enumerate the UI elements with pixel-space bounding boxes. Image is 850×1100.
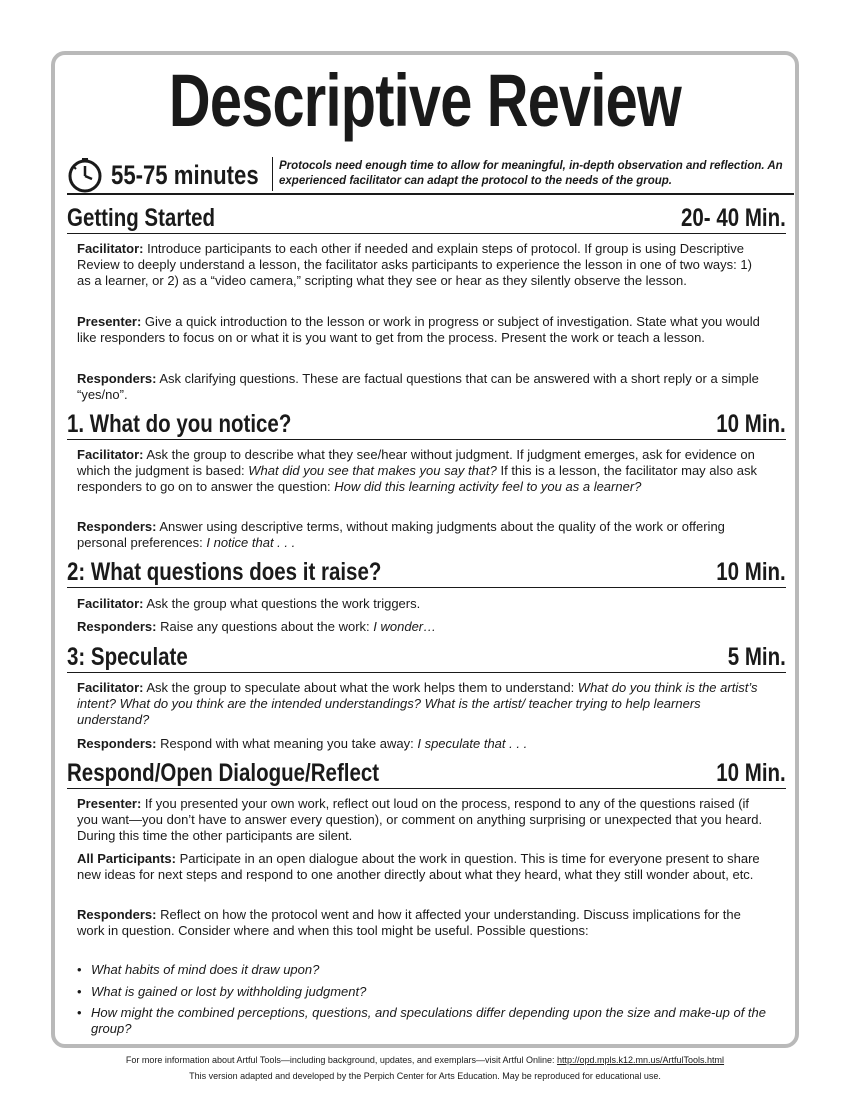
paragraph-responders <box>77 519 767 551</box>
role-label: Responders: <box>77 907 157 922</box>
bullet-glyph: • <box>77 1005 82 1020</box>
role-label: All Participants: <box>77 851 176 866</box>
role-label: Responders: <box>77 736 157 751</box>
bullet-glyph: • <box>77 962 82 977</box>
list-item <box>77 1005 767 1037</box>
paragraph-responders <box>77 736 767 752</box>
section-title: 1. What do you notice? <box>67 410 292 438</box>
role-label: Presenter: <box>77 796 142 811</box>
section-header-reflect <box>67 758 786 789</box>
section-header-notice <box>67 409 786 440</box>
footer-text: For more information about Artful Tools—including background, updates, and exemplars—visit Artful Online: <box>125 1055 557 1065</box>
paragraph-text: Give a quick introduction to the lesson or work in progress or subject of investigation. State what you would like responders to focus on or what it is you want to get from the process. Present the work or teach a lesson. <box>77 314 760 345</box>
footer-line-2: This version adapted and developed by the Perpich Center for Arts Education. May be reproduced for educational use. <box>189 1071 661 1081</box>
paragraph-facilitator <box>77 596 767 612</box>
paragraph-presenter <box>77 796 767 844</box>
paragraph-text: Introduce participants to each other if needed and explain steps of protocol. If group is using Descriptive Review to deeply understand a lesson, the facilitator asks participants to experience the lesson in one of two ways: 1) as a learner, or 2) as a “video camera,” scripting what they see or hear as they silently observe the lesson. <box>77 241 752 288</box>
role-label: Presenter: <box>77 314 142 329</box>
duration-label: 55-75 minutes <box>111 160 259 190</box>
section-time: 10 Min. <box>716 558 786 586</box>
section-time: 10 Min. <box>716 410 786 438</box>
role-label: Facilitator: <box>77 241 144 256</box>
role-label: Responders: <box>77 619 157 634</box>
section-title: 2: What questions does it raise? <box>67 558 382 586</box>
role-label: Facilitator: <box>77 680 144 695</box>
paragraph-text: Ask clarifying questions. These are factual questions that can be answered with a short reply or a simple “yes/no”. <box>77 371 759 402</box>
duration-row <box>67 155 794 195</box>
paragraph-facilitator <box>77 447 767 495</box>
section-title: Respond/Open Dialogue/Reflect <box>67 759 380 787</box>
paragraph-responders <box>77 907 767 939</box>
bullet-text: How might the combined perceptions, questions, and speculations differ depending upon the size and make-up of the group? <box>91 1005 766 1036</box>
paragraph-text: Reflect on how the protocol went and how it affected your understanding. Discuss implications for the work in question. Consider where and when this tool might be useful. Possible questions: <box>77 907 741 938</box>
footer-line-1 <box>0 1054 850 1066</box>
paragraph-responders <box>77 371 767 403</box>
paragraph-text: Answer using descriptive terms, without making judgments about the quality of the work or offering personal preferences: <box>77 519 725 550</box>
paragraph-text: Ask the group to speculate about what the work helps them to understand: <box>143 680 578 695</box>
paragraph-facilitator <box>77 241 767 289</box>
section-time: 10 Min. <box>716 759 786 787</box>
role-label: Facilitator: <box>77 447 144 462</box>
paragraph-italic: What did you see that makes you say that? <box>248 463 497 478</box>
clock-icon <box>67 157 103 193</box>
role-label: Responders: <box>77 371 157 386</box>
paragraph-italic: I notice that . . . <box>206 535 296 550</box>
duration-divider <box>272 157 273 191</box>
paragraph-text: Ask the group what questions the work triggers. <box>143 596 421 611</box>
bullet-text: What habits of mind does it draw upon? <box>91 962 320 977</box>
section-header-speculate <box>67 642 786 673</box>
paragraph-italic: How did this learning activity feel to you as a learner? <box>334 479 642 494</box>
paragraph-text: Participate in an open dialogue about the work in question. This is time for everyone present to share new ideas for next steps and respond to one another directly about what they heard, what they still wonder about, etc. <box>77 851 760 882</box>
section-title: Getting Started <box>67 204 216 232</box>
section-time: 20- 40 Min. <box>681 204 786 232</box>
section-title: 3: Speculate <box>67 643 188 671</box>
section-time: 5 Min. <box>727 643 786 671</box>
paragraph-text: If this is a lesson, the facilitator may also ask responders to go on to answer the question: <box>77 463 757 494</box>
paragraph-text: Ask the group to describe what they see/hear without judgment. If judgment emerges, ask for evidence on which the judgment is based: <box>77 447 755 478</box>
paragraph-text: Raise any questions about the work: <box>156 619 374 634</box>
paragraph-all-participants <box>77 851 767 883</box>
paragraph-italic: I speculate that . . . <box>417 736 528 751</box>
bullet-glyph: • <box>77 984 82 999</box>
page-title: Descriptive Review <box>168 59 682 142</box>
paragraph-text: If you presented your own work, reflect out loud on the process, respond to any of the questions raised (if you want—you don’t have to answer every question), or comment on anything surprising or unexpected that you heard. During this time the other participants are silent. <box>77 796 763 843</box>
list-item <box>77 984 767 1000</box>
paragraph-italic: I wonder… <box>373 619 437 634</box>
role-label: Facilitator: <box>77 596 144 611</box>
section-header-getting-started <box>67 203 786 234</box>
footer-link[interactable]: http://opd.mpls.k12.mn.us/ArtfulTools.html <box>556 1055 725 1065</box>
paragraph-facilitator <box>77 680 767 728</box>
duration-note: Protocols need enough time to allow for meaningful, in-depth observation and reflection. An experienced facilitator can adapt the protocol to the needs of the group. <box>279 160 783 187</box>
paragraph-responders <box>77 619 767 635</box>
list-item <box>77 962 767 978</box>
paragraph-text: Respond with what meaning you take away: <box>156 736 418 751</box>
bullet-text: What is gained or lost by withholding judgment? <box>91 984 367 999</box>
paragraph-italic: What do you think is the artist’s intent? What do you think are the intended understandings? What is the artist/ teacher trying to help learners understand? <box>77 680 758 727</box>
section-header-questions <box>67 557 786 588</box>
paragraph-presenter <box>77 314 767 346</box>
role-label: Responders: <box>77 519 157 534</box>
